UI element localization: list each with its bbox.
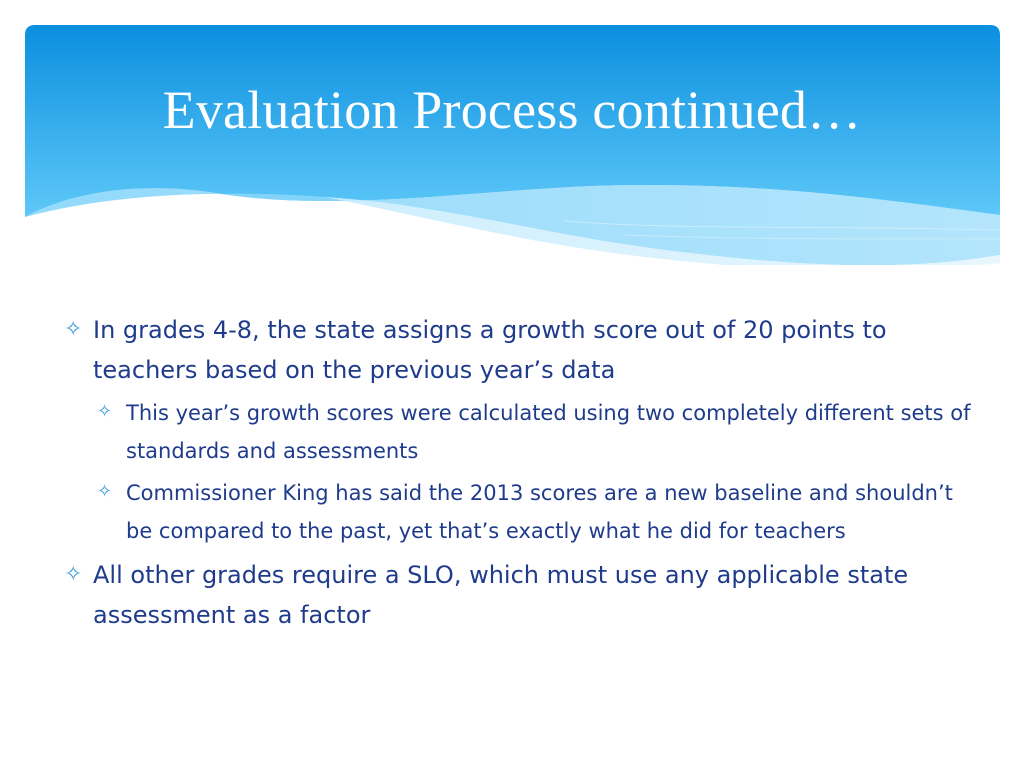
bullet-item xyxy=(62,310,972,390)
bullet-item xyxy=(62,555,972,635)
diamond-star-bullet-icon: ✧ xyxy=(97,481,113,502)
diamond-star-bullet-icon: ✧ xyxy=(97,401,113,422)
bullet-list xyxy=(62,310,972,635)
wave-banner-graphic xyxy=(25,25,1000,265)
diamond-star-bullet-icon: ✧ xyxy=(64,317,83,342)
sub-bullet-item xyxy=(95,474,972,550)
sub-bullet-text: This year’s growth scores were calculated using two completely different sets of standards and assessments xyxy=(126,401,971,463)
sub-bullet-text: Commissioner King has said the 2013 scores are a new baseline and shouldn’t be compared to the past, yet that’s exactly what he did for teachers xyxy=(126,481,953,543)
title-banner xyxy=(25,25,1000,265)
diamond-star-bullet-icon: ✧ xyxy=(64,562,83,587)
slide-title: Evaluation Process continued… xyxy=(162,80,862,140)
bullet-text: In grades 4-8, the state assigns a growth score out of 20 points to teachers based on the previous year’s data xyxy=(93,316,887,384)
bullet-text: All other grades require a SLO, which must use any applicable state assessment as a factor xyxy=(93,561,909,629)
sub-bullet-item xyxy=(95,394,972,470)
